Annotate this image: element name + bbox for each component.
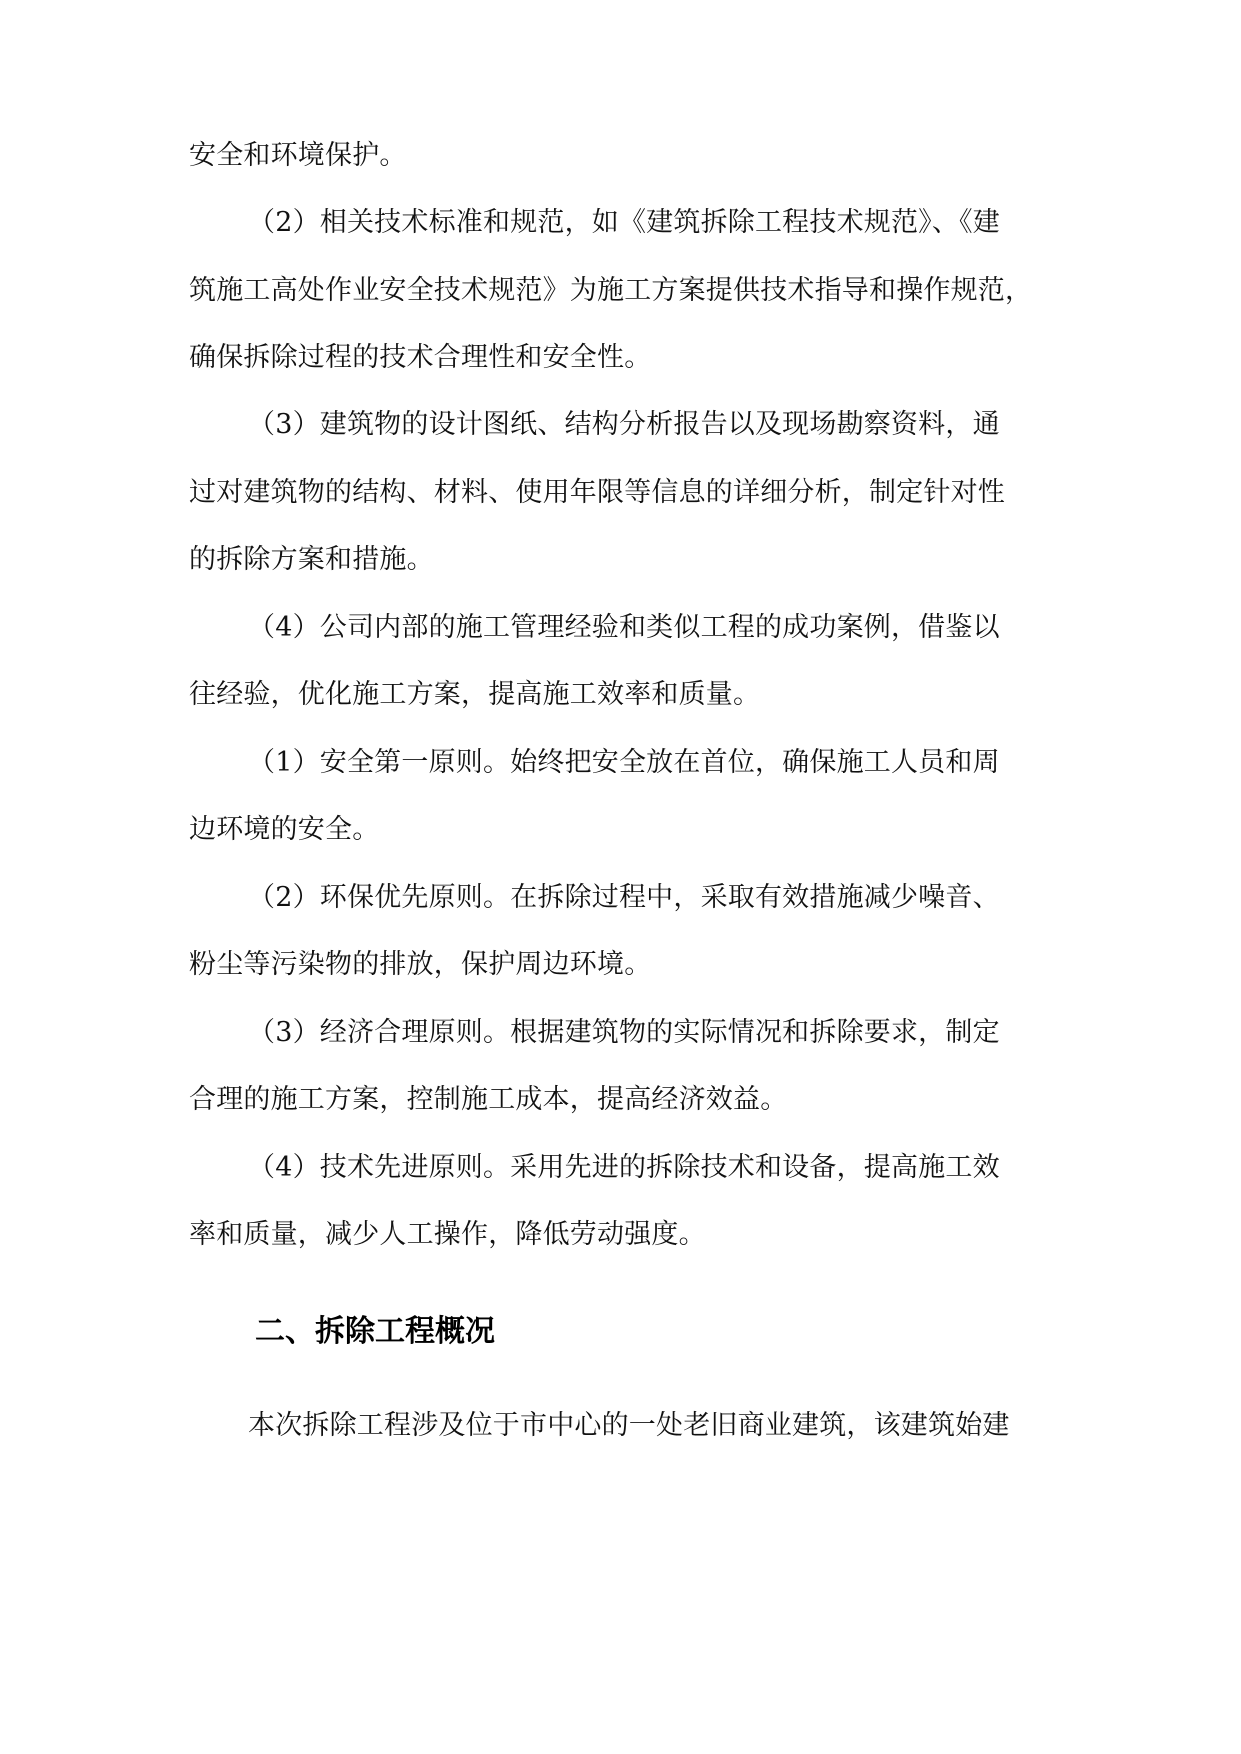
text-line: 本次拆除工程涉及位于市中心的一处老旧商业建筑，该建筑始建 <box>248 1410 1010 1441</box>
text-line: 合理的施工方案，控制施工成本，提高经济效益。 <box>189 1084 788 1115</box>
text-line: 粉尘等污染物的排放，保护周边环境。 <box>189 949 652 980</box>
text-line: 往经验，优化施工方案，提高施工效率和质量。 <box>189 679 761 710</box>
text-line: 边环境的安全。 <box>189 814 380 845</box>
text-line: （1）安全第一原则。始终把安全放在首位，确保施工人员和周 <box>248 747 1000 778</box>
text-line: 的拆除方案和措施。 <box>189 544 434 575</box>
text-line: （2）相关技术标准和规范，如《建筑拆除工程技术规范》、《建 <box>248 207 1000 238</box>
text-line: 筑施工高处作业安全技术规范》为施工方案提供技术指导和操作规范， <box>189 275 1033 306</box>
text-line: 安全和环境保护。 <box>189 140 407 171</box>
text-line: （3）建筑物的设计图纸、结构分析报告以及现场勘察资料，通 <box>248 409 1000 440</box>
text-line: 率和质量，减少人工操作，降低劳动强度。 <box>189 1219 706 1250</box>
text-line: （4）技术先进原则。采用先进的拆除技术和设备，提高施工效 <box>248 1152 1000 1183</box>
text-line: 过对建筑物的结构、材料、使用年限等信息的详细分析，制定针对性 <box>189 477 1005 508</box>
text-line: 确保拆除过程的技术合理性和安全性。 <box>189 342 652 373</box>
text-line: （4）公司内部的施工管理经验和类似工程的成功案例，借鉴以 <box>248 612 1000 643</box>
text-line: （2）环保优先原则。在拆除过程中，采取有效措施减少噪音、 <box>248 882 1000 913</box>
text-line: （3）经济合理原则。根据建筑物的实际情况和拆除要求，制定 <box>248 1017 1000 1048</box>
section-heading: 二、拆除工程概况 <box>255 1314 495 1349</box>
